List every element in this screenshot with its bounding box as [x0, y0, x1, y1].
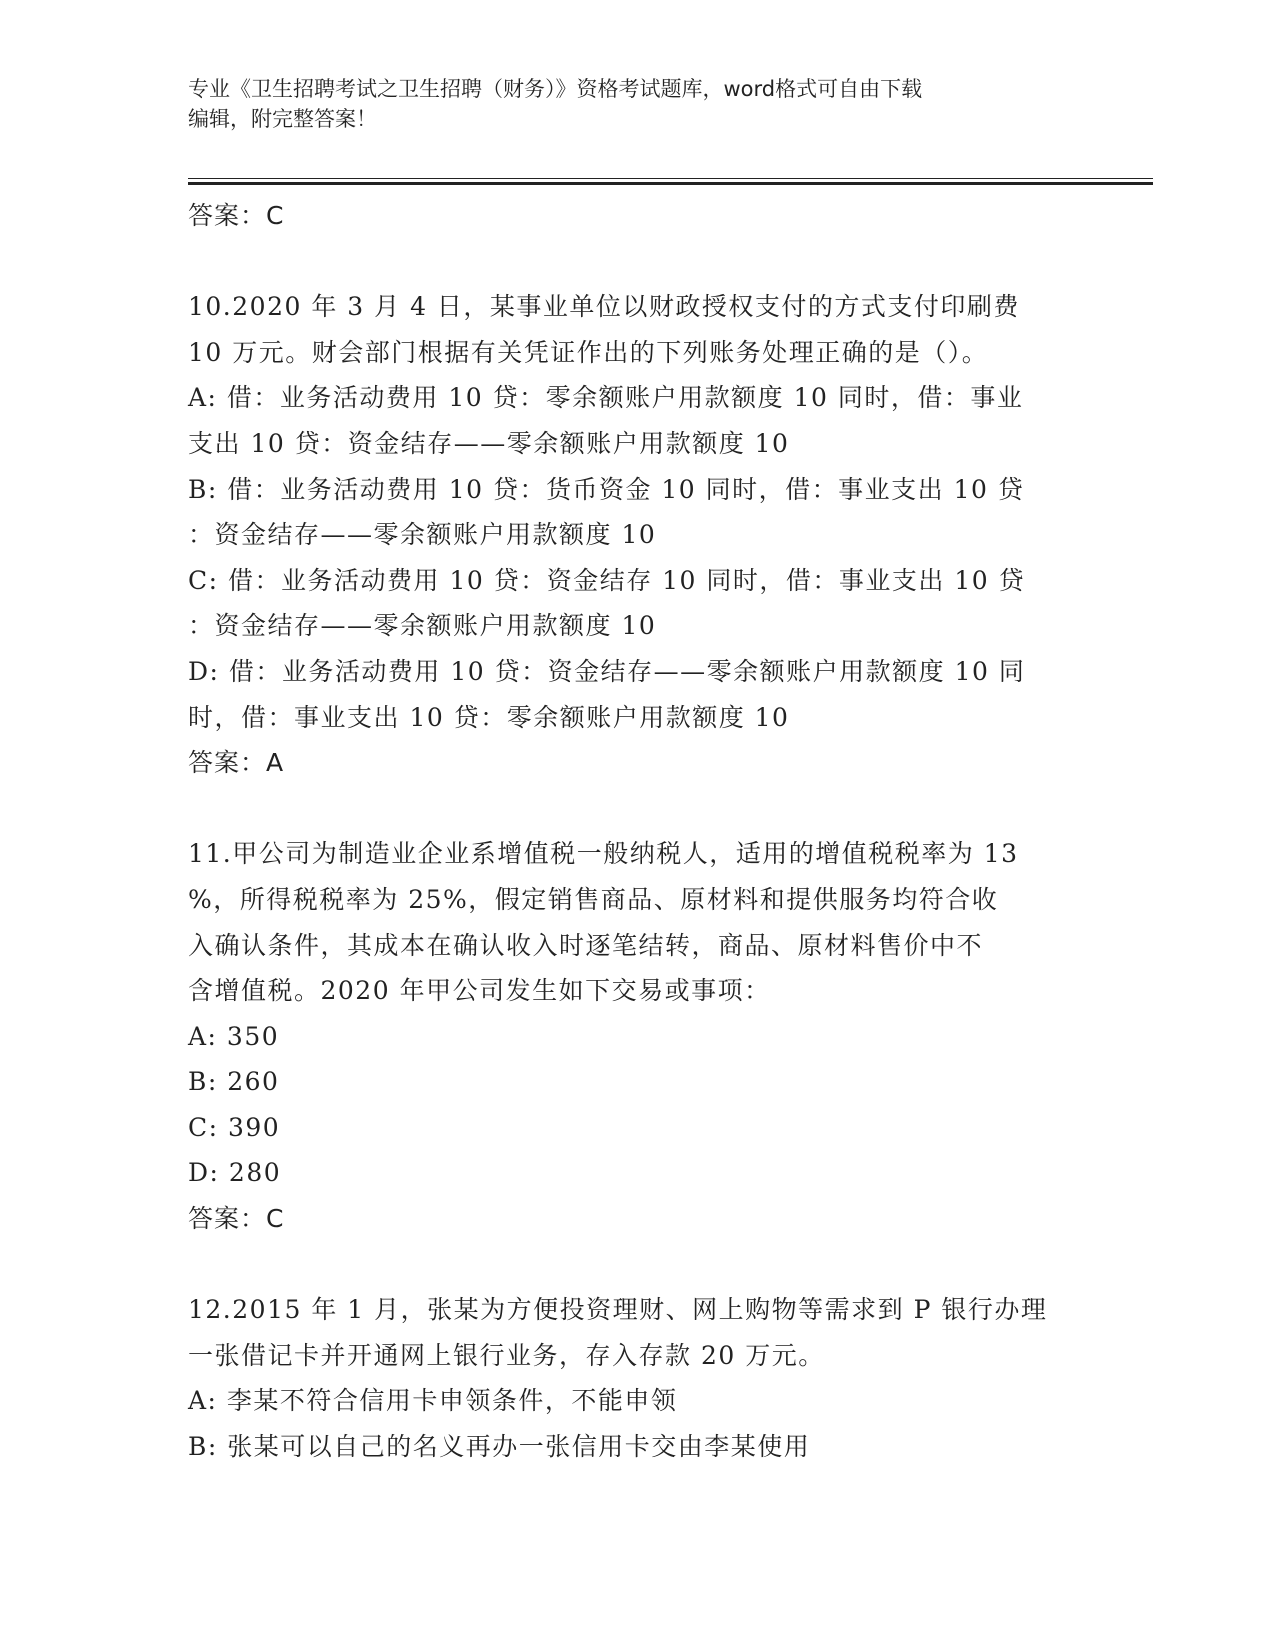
question-12: [188, 1287, 1088, 1469]
header-line-2: 编辑，附完整答案！: [188, 107, 377, 131]
question-10-option-d-line-1: D: 借：业务活动费用 10 贷：资金结存——零余额账户用款额度 10 同: [188, 656, 1026, 686]
question-11-text-line-1: 11.甲公司为制造业企业系增值税一般纳税人，适用的增值税税率为 13: [188, 839, 1019, 869]
question-12-text-line-1: 12.2015 年 1 月，张某为方便投资理财、网上购物等需求到 P 银行办理: [188, 1295, 1048, 1325]
question-10-option-b-line-1: B: 借：业务活动费用 10 贷：货币资金 10 同时，借：事业支出 10 贷: [188, 474, 1025, 504]
question-10-option-a-line-2: 支出 10 贷：资金结存——零余额账户用款额度 10: [188, 428, 790, 458]
question-11-option-b: B: 260: [188, 1067, 280, 1097]
spacer: [188, 786, 1088, 832]
question-11: [188, 831, 1088, 1241]
question-11-option-d: D: 280: [188, 1158, 282, 1188]
question-11-answer: 答案：C: [188, 1204, 285, 1234]
question-11-text-line-4: 含增值税。2020 年甲公司发生如下交易或事项：: [188, 976, 771, 1006]
question-10: [188, 284, 1088, 786]
question-10-option-d-line-2: 时，借：事业支出 10 贷：零余额账户用款额度 10: [188, 702, 790, 732]
question-12-option-b: B: 张某可以自己的名义再办一张信用卡交由李某使用: [188, 1432, 811, 1462]
question-12-option-a: A: 李某不符合信用卡申领条件，不能申领: [188, 1386, 678, 1416]
header-divider-thick: [188, 182, 1153, 185]
header-line-1: 专业《卫生招聘考试之卫生招聘（财务）》资格考试题库，word格式可自由下载: [188, 77, 923, 101]
question-10-answer: 答案：A: [188, 748, 285, 778]
question-11-option-a: A: 350: [188, 1021, 280, 1051]
question-10-text-line-1: 10.2020 年 3 月 4 日，某事业单位以财政授权支付的方式支付印刷费: [188, 292, 1020, 322]
question-11-text-line-2: %，所得税税率为 25%，假定销售商品、原材料和提供服务均符合收: [188, 884, 999, 914]
question-10-option-c-line-1: C: 借：业务活动费用 10 贷：资金结存 10 同时，借：事业支出 10 贷: [188, 565, 1026, 595]
question-10-text-line-2: 10 万元。财会部门根据有关凭证作出的下列账务处理正确的是（）。: [188, 337, 989, 367]
document-header: [188, 74, 1088, 134]
question-10-option-a-line-1: A: 借：业务活动费用 10 贷：零余额账户用款额度 10 同时，借：事业: [188, 383, 1024, 413]
question-11-text-line-3: 入确认条件，其成本在确认收入时逐笔结转，商品、原材料售价中不: [188, 930, 984, 960]
question-10-option-b-line-2: ：资金结存——零余额账户用款额度 10: [188, 520, 657, 550]
header-divider-thin: [188, 178, 1153, 179]
question-10-option-c-line-2: ：资金结存——零余额账户用款额度 10: [188, 611, 657, 641]
question-11-option-c: C: 390: [188, 1112, 281, 1142]
question-12-text-line-2: 一张借记卡并开通网上银行业务，存入存款 20 万元。: [188, 1340, 825, 1370]
spacer: [188, 1242, 1088, 1288]
document-body: [188, 193, 1088, 1470]
spacer: [188, 239, 1088, 285]
previous-answer: 答案：C: [188, 201, 285, 230]
